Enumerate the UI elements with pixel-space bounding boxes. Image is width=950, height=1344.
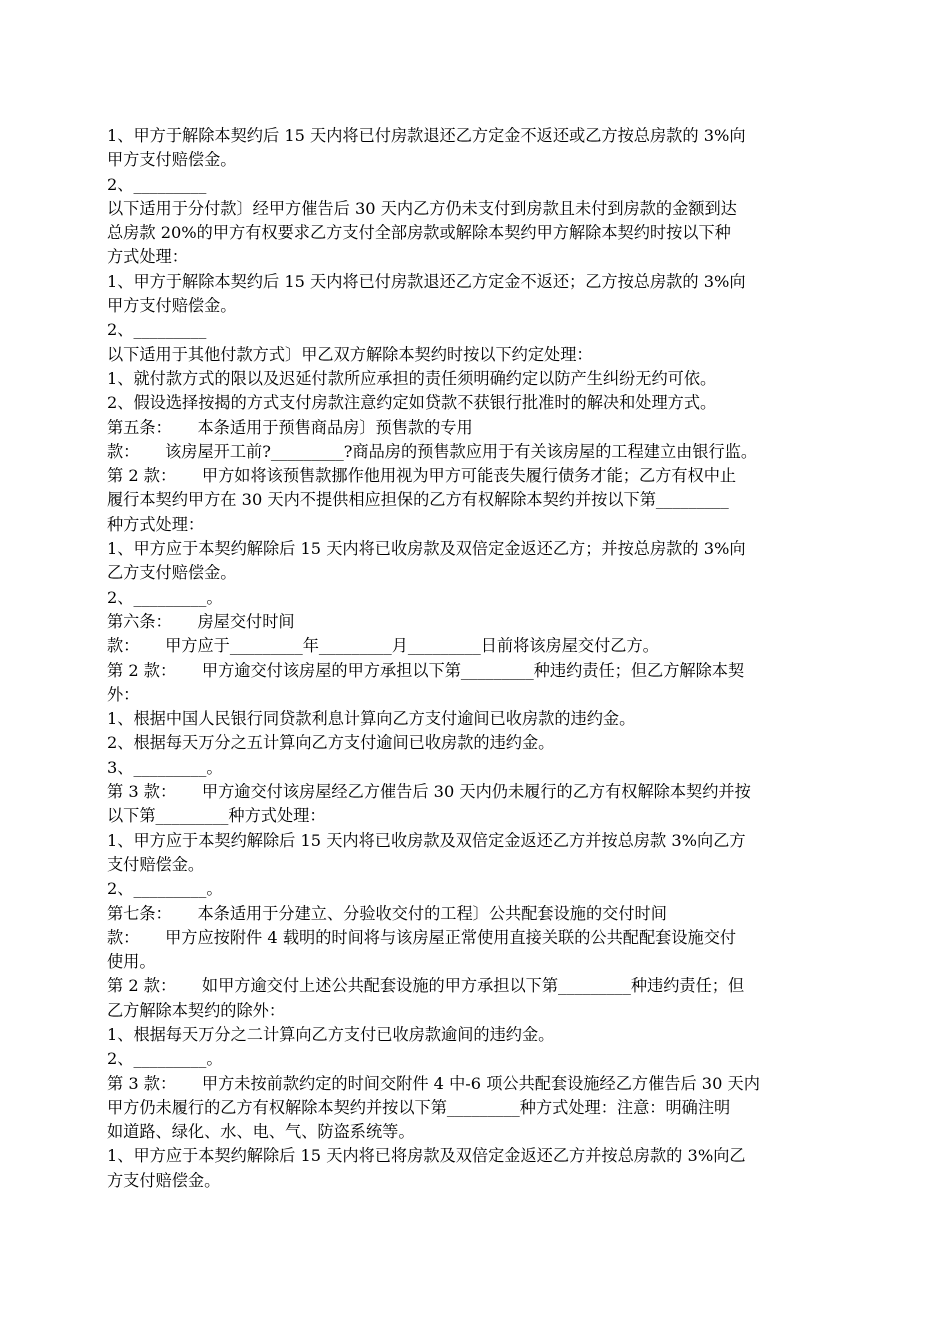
text-line: 1、甲方应于本契约解除后 15 天内将已将房款及双倍定金返还乙方并按总房款的 3%向乙 — [107, 1146, 746, 1166]
text-line: 1、甲方于解除本契约后 15 天内将已付房款退还乙方定金不返还或乙方按总房款的 3%向 — [107, 126, 746, 145]
text-line: 乙方支付赔偿金。 — [107, 563, 237, 583]
text-line: 总房款 20%的甲方有权要求乙方支付全部房款或解除本契约甲方解除本契约时按以下种 — [107, 223, 731, 243]
text-line: 方支付赔偿金。 — [107, 1170, 221, 1190]
text-line: 1、就付款方式的限以及迟延付款所应承担的责任须明确约定以防产生纠纷无约可依。 — [107, 368, 717, 388]
text-line: 甲方支付赔偿金。 — [107, 296, 237, 316]
text-line: 1、甲方应于本契约解除后 15 天内将已收房款及双倍定金返还乙方；并按总房款的 3%向 — [107, 539, 746, 559]
text-line: 第 2 款： 甲方如将该预售款挪作他用视为甲方可能丧失履行债务才能；乙方有权中止 — [107, 466, 737, 486]
text-line: 第六条： 房屋交付时间 — [107, 611, 295, 631]
text-line: 履行本契约甲方在 30 天内不提供相应担保的乙方有权解除本契约并按以下第_________ — [107, 490, 729, 510]
text-line: 以下第_________种方式处理： — [107, 806, 326, 826]
text-line: 3、_________。 — [107, 757, 223, 777]
text-line: 甲方仍未履行的乙方有权解除本契约并按以下第_________种方式处理：注意：明确注明 — [107, 1097, 731, 1117]
text-line: 1、甲方于解除本契约后 15 天内将已付房款退还乙方定金不返还；乙方按总房款的 3%向 — [107, 271, 746, 291]
text-line: 方式处理： — [107, 247, 188, 267]
text-line: 第 3 款： 甲方未按前款约定的时间交附件 4 中-6 项公共配套设施经乙方催告后 30 天内 — [107, 1073, 760, 1093]
text-line: 第七条： 本条适用于分建立、分验收交付的工程〕公共配套设施的交付时间 — [107, 903, 667, 923]
text-line: 2、_________ — [107, 174, 207, 194]
text-line: 款： 甲方应于_________年_________月_________日前将该房屋交付乙方。 — [107, 636, 659, 656]
text-line: 支付赔偿金。 — [107, 854, 205, 874]
text-line: 2、假设选择按揭的方式支付房款注意约定如贷款不获银行批准时的解决和处理方式。 — [107, 393, 717, 413]
text-line: 2、根据每天万分之五计算向乙方支付逾间已收房款的违约金。 — [107, 733, 555, 753]
text-line: 2、_________。 — [107, 587, 223, 607]
text-line: 乙方解除本契约的除外： — [107, 1000, 286, 1020]
text-line: 1、甲方应于本契约解除后 15 天内将已收房款及双倍定金返还乙方并按总房款 3%向乙方 — [107, 830, 746, 850]
text-line: 以下适用于分付款〕经甲方催告后 30 天内乙方仍未支付到房款且未付到房款的金额到达 — [107, 198, 737, 218]
text-line: 种方式处理： — [107, 514, 205, 534]
text-line: 如道路、绿化、水、电、气、防盗系统等。 — [107, 1122, 415, 1142]
text-line: 第 2 款： 甲方逾交付该房屋的甲方承担以下第_________种违约责任；但乙方解除本契 — [107, 660, 745, 680]
text-line: 以下适用于其他付款方式〕甲乙双方解除本契约时按以下约定处理： — [107, 344, 593, 364]
document-body — [107, 124, 867, 1193]
text-line: 2、_________ — [107, 320, 207, 340]
text-line: 2、_________。 — [107, 1049, 223, 1069]
text-line: 款： 该房屋开工前?_________?商品房的预售款应用于有关该房屋的工程建立由银行监。 — [107, 441, 758, 461]
text-line: 使用。 — [107, 952, 156, 972]
text-line: 第 2 款： 如甲方逾交付上述公共配套设施的甲方承担以下第_________种违约责任；但 — [107, 976, 745, 996]
text-line: 外： — [107, 684, 140, 704]
text-line: 甲方支付赔偿金。 — [107, 150, 237, 170]
text-line: 1、根据每天万分之二计算向乙方支付已收房款逾间的违约金。 — [107, 1024, 555, 1044]
text-line: 1、根据中国人民银行同贷款利息计算向乙方支付逾间已收房款的违约金。 — [107, 709, 636, 729]
text-line: 第五条： 本条适用于预售商品房〕预售款的专用 — [107, 417, 473, 437]
text-line: 款： 甲方应按附件 4 载明的时间将与该房屋正常使用直接关联的公共配配套设施交付 — [107, 927, 737, 947]
text-line: 2、_________。 — [107, 879, 223, 899]
text-line: 第 3 款： 甲方逾交付该房屋经乙方催告后 30 天内仍未履行的乙方有权解除本契约并按 — [107, 782, 751, 802]
